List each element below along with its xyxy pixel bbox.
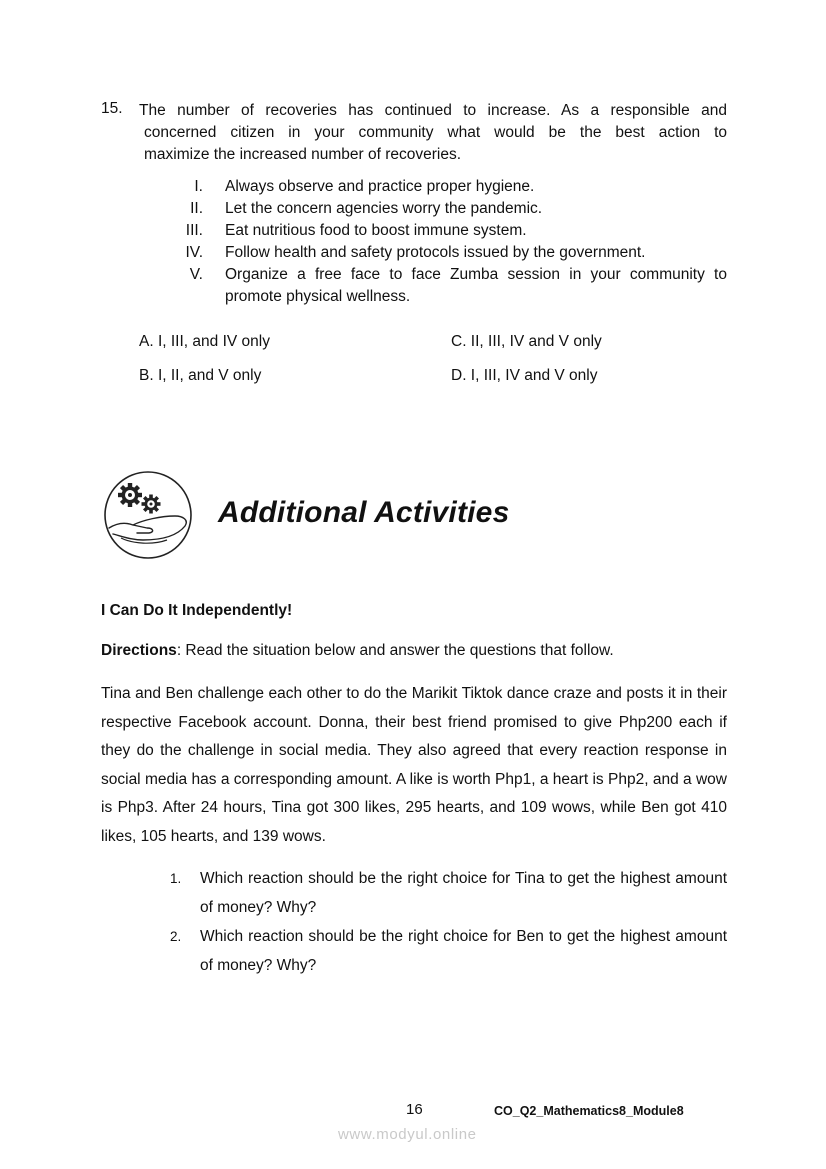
- statement-numeral: III.: [185, 222, 203, 239]
- statement-numeral: IV.: [185, 244, 203, 261]
- choice-b: B. I, II, and V only: [139, 367, 262, 384]
- situation-paragraph: Tina and Ben challenge each other to do the Marikit Tiktok dance craze and posts it in their respective Facebook account. Donna, their best friend promised to give Php200 each if they do the challenge in social media. They also agreed that every reaction response in social media has a corresponding amount. A like is worth Php1, a heart is Php2, and a wow is Php3. After 24 hours, Tina got 300 likes, 295 hearts, and 109 wows, while Ben got 410 likes, 105 hearts, and 139 wows.: [101, 685, 727, 845]
- statement-item: [170, 176, 727, 198]
- watermark: www.modyul.online: [338, 1126, 477, 1143]
- question-text-line2: concerned citizen in your community what would be the best action to: [144, 124, 727, 141]
- gears-in-hand-icon: [103, 470, 195, 560]
- question-text-line3: maximize the increased number of recoveries.: [144, 146, 462, 163]
- activity-question-list: [170, 864, 727, 980]
- statement-numeral: II.: [190, 200, 203, 217]
- statement-item: [170, 242, 727, 264]
- statement-text: Follow health and safety protocols issued by the government.: [225, 244, 646, 261]
- statement-text: Eat nutritious food to boost immune system.: [225, 222, 527, 239]
- section-title: Additional Activities: [218, 496, 510, 529]
- statement-text: Always observe and practice proper hygiene.: [225, 178, 535, 195]
- statement-item: [170, 264, 727, 308]
- activity-question-text: Which reaction should be the right choice for Tina to get the highest amount of money? Why?: [200, 870, 727, 916]
- statement-item: [170, 198, 727, 220]
- choice-a: A. I, III, and IV only: [139, 333, 270, 350]
- page-number: 16: [406, 1101, 423, 1118]
- statement-list: [170, 176, 727, 308]
- choice-d: D. I, III, IV and V only: [451, 367, 598, 384]
- directions-label: Directions: [101, 642, 177, 659]
- activity-subheading: I Can Do It Independently!: [101, 602, 293, 619]
- directions: [101, 642, 614, 660]
- statement-numeral: V.: [189, 266, 203, 283]
- directions-text: : Read the situation below and answer the questions that follow.: [176, 642, 614, 659]
- question-number: 15.: [101, 100, 123, 117]
- activity-question-number: 1.: [170, 871, 182, 886]
- module-code: CO_Q2_Mathematics8_Module8: [494, 1104, 684, 1118]
- choice-c: C. II, III, IV and V only: [451, 333, 602, 350]
- statement-text: Organize a free face to face Zumba session in your community to promote physical wellness.: [225, 266, 727, 305]
- list-item: [170, 922, 727, 980]
- activity-question-text: Which reaction should be the right choice for Ben to get the highest amount of money? Why?: [200, 928, 727, 974]
- statement-numeral: I.: [194, 178, 203, 195]
- activity-question-number: 2.: [170, 929, 182, 944]
- statement-item: [170, 220, 727, 242]
- statement-text: Let the concern agencies worry the pandemic.: [225, 200, 543, 217]
- list-item: [170, 864, 727, 922]
- question-text-line1: The number of recoveries has continued to increase. As a responsible and: [139, 102, 727, 119]
